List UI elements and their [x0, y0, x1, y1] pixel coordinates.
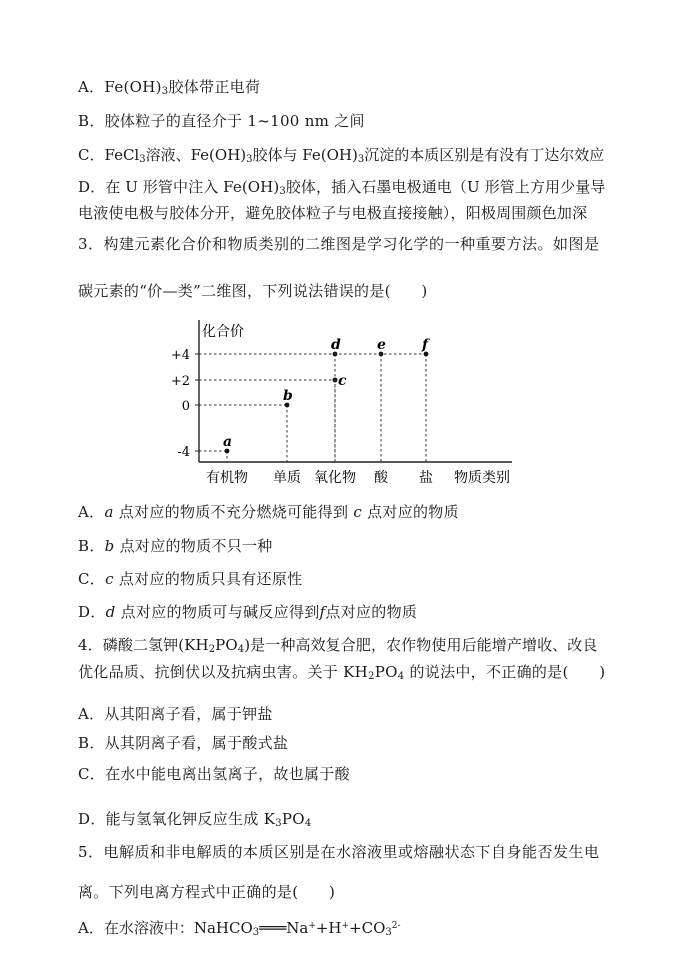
- question-5-stem: 5．电解质和非电解质的本质区别是在水溶液里或熔融状态下自身能否发生电: [78, 843, 600, 861]
- question-5-stem-line2: 离。下列电离方程式中正确的是( ): [78, 883, 336, 901]
- option-2a: A．$Fe(OH)_3$胶体带正电荷: [78, 78, 261, 97]
- question-4-stem-line2: 优化品质、抗倒伏以及抗病虫害。关于 $KH_2PO_4$ 的说法中，不正确的是( ): [78, 663, 606, 682]
- option-2d: D．在 U 形管中注入 $Fe(OH)_3$胶体，插入石墨电极通电（U 形管上方用少量导: [78, 178, 606, 197]
- question-3-stem: 3．构建元素化合价和物质类别的二维图是学习化学的一种重要方法。如图是: [78, 235, 600, 253]
- x-tick-label: 单质: [273, 470, 301, 486]
- option-2d-line2: 电液使电极与胶体分开，避免胶体粒子与电极直接接触），阳极周围颜色加深: [78, 204, 588, 222]
- x-tick-label: 盐: [419, 470, 433, 486]
- x-axis-label: 物质类别: [454, 470, 510, 486]
- option-5a: A．在水溶液中：$NaHCO_3═══Na^++H^++CO_3^{2-}$: [78, 919, 401, 938]
- x-tick-label: 氧化物: [314, 470, 356, 486]
- option-3b: B．b 点对应的物质不只一种: [78, 537, 273, 555]
- question-3-stem-line2: 碳元素的“价—类”二维图，下列说法错误的是( ): [78, 282, 428, 300]
- y-tick-label: 0: [181, 399, 190, 414]
- point-label-d: d: [331, 337, 341, 353]
- option-4c: C．在水中能电离出氢离子，故也属于酸: [78, 765, 350, 783]
- option-2b: B．胶体粒子的直径介于 1~100 nm 之间: [78, 112, 365, 130]
- y-axis-label: 化合价: [202, 324, 244, 340]
- x-tick-label: 有机物: [206, 470, 248, 486]
- point-label-f: f: [422, 337, 429, 353]
- option-2c: C．FeCl$_3$溶液、$Fe(OH)_3$胶体与 $Fe(OH)_3$沉淀的本质区别是有没有丁达尔效应: [78, 146, 605, 165]
- y-tick-label: +4: [170, 348, 190, 363]
- point-label-a: a: [223, 434, 233, 450]
- option-3c: C．c 点对应的物质只具有还原性: [78, 570, 303, 588]
- point-label-c: c: [338, 373, 347, 389]
- option-4a: A．从其阳离子看，属于钾盐: [78, 705, 273, 723]
- option-3a: A．a 点对应的物质不充分燃烧可能得到 c 点对应的物质: [78, 503, 459, 521]
- option-4d: D．能与氢氧化钾反应生成 $K_3PO_4$: [78, 810, 312, 829]
- y-tick-label: -4: [177, 445, 190, 460]
- y-tick-label: +2: [170, 374, 190, 389]
- option-4b: B．从其阴离子看，属于酸式盐: [78, 734, 289, 752]
- option-3d: D．d 点对应的物质可与碱反应得到f点对应的物质: [78, 603, 418, 621]
- question-4-stem: 4．磷酸二氢钾$(KH_2PO_4)$是一种高效复合肥，农作物使用后能增产增收、改良: [78, 636, 598, 655]
- valence-category-chart: [160, 315, 530, 495]
- point-label-b: b: [283, 388, 293, 404]
- x-tick-label: 酸: [374, 470, 388, 486]
- point-label-e: e: [377, 337, 386, 353]
